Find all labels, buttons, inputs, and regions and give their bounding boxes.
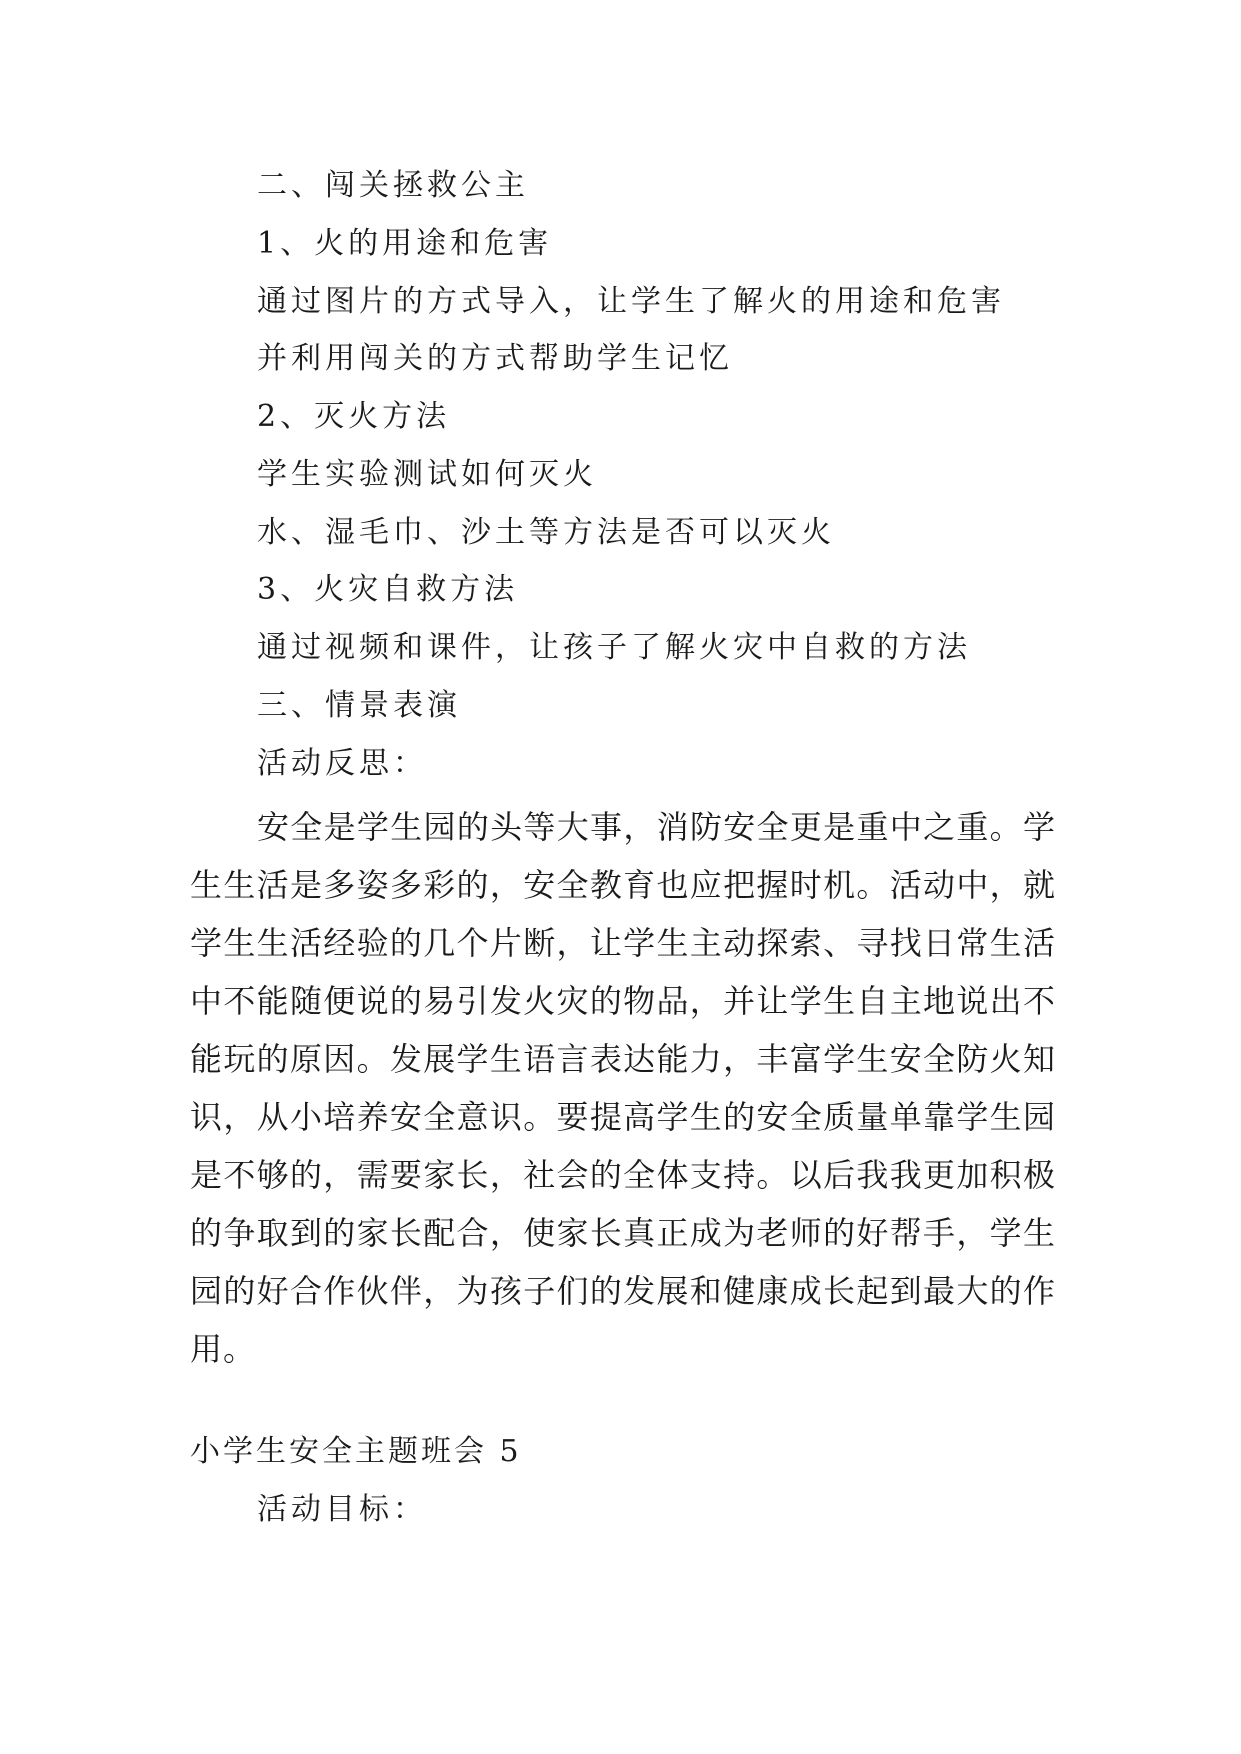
section-heading-rescue-princess: 二、闯关拯救公主 bbox=[257, 168, 529, 203]
text-line: 并利用闯关的方式帮助学生记忆 bbox=[257, 341, 733, 376]
text-line: 通过图片的方式导入，让学生了解火的用途和危害 bbox=[257, 284, 1005, 319]
text-line: 学生实验测试如何灭火 bbox=[257, 457, 597, 492]
text-line: 水、湿毛巾、沙土等方法是否可以灭火 bbox=[257, 515, 835, 550]
item-extinguish-methods: 2、灭火方法 bbox=[257, 399, 451, 434]
item-fire-self-rescue: 3、火灾自救方法 bbox=[257, 572, 519, 607]
activity-goal-label: 活动目标： bbox=[257, 1492, 427, 1527]
text-line: 通过视频和课件，让孩子了解火灾中自救的方法 bbox=[257, 630, 971, 665]
activity-reflection-label: 活动反思： bbox=[257, 746, 427, 781]
reflection-paragraph: 安全是学生园的头等大事，消防安全更是重中之重。学生生活是多姿多彩的，安全教育也应把握时机。活动中，就学生生活经验的几个片断，让学生主动探索、寻找日常生活中不能随便说的易引发火灾的物品，并让学生自主地说出不能玩的原因。发展学生语言表达能力，丰富学生安全防火知识，从小培养安全意识。要提高学生的安全质量单靠学生园是不够的，需要家长，社会的全体支持。以后我我更加积极的争取到的家长配合，使家长真正成为老师的好帮手，学生园的好合作伙伴，为孩子们的发展和健康成长起到最大的作用。 bbox=[190, 808, 1056, 1368]
section-title: 小学生安全主题班会 5 bbox=[190, 1434, 522, 1469]
item-fire-uses-harms: 1、火的用途和危害 bbox=[257, 226, 553, 261]
section-heading-role-play: 三、情景表演 bbox=[257, 688, 461, 723]
